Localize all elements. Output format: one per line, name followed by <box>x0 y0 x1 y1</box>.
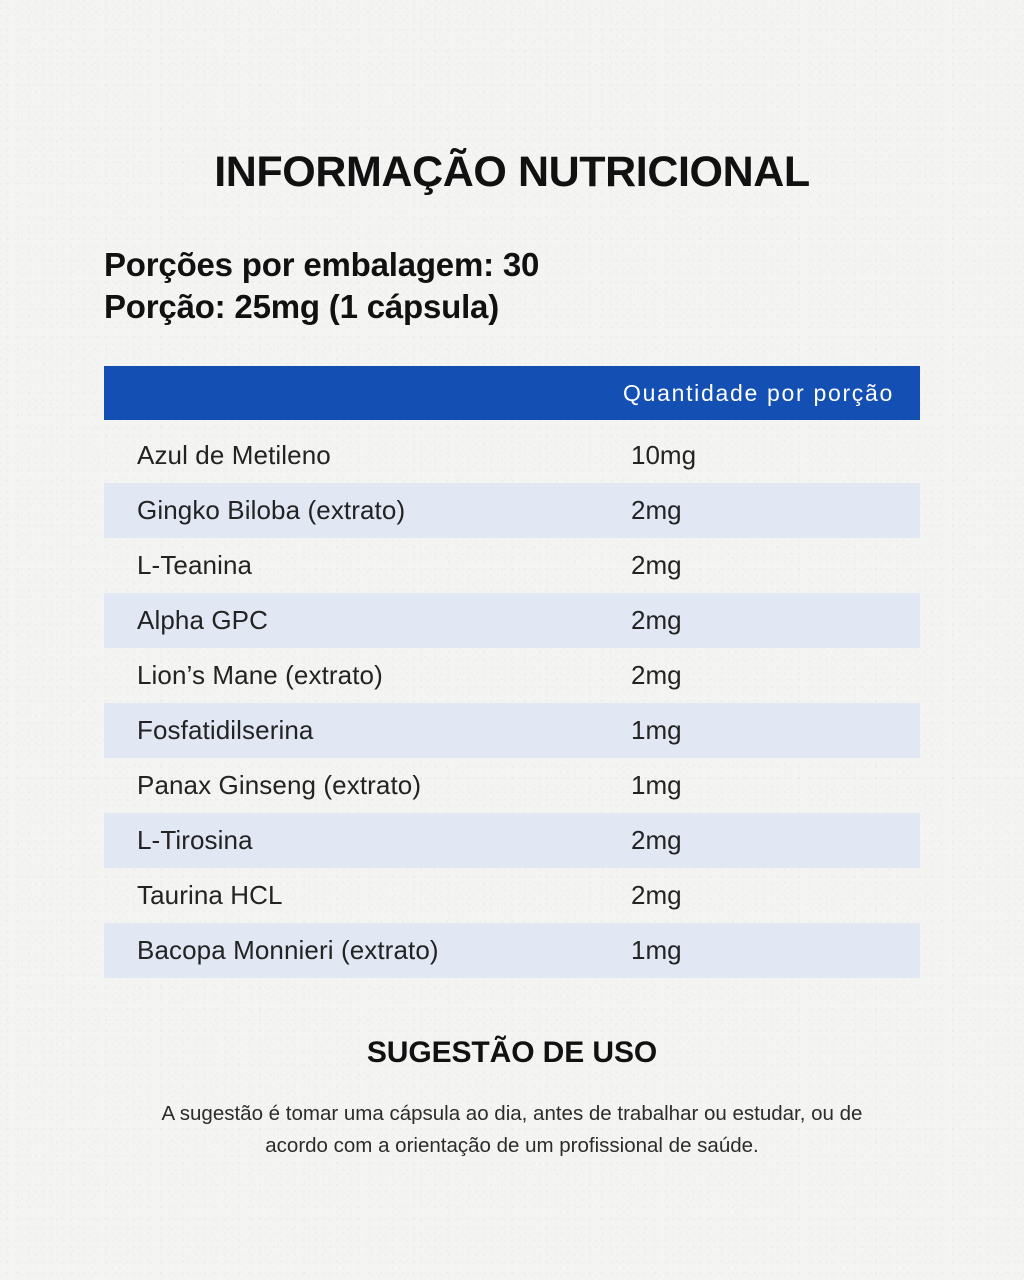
table-body <box>104 428 920 978</box>
table-row <box>104 868 920 923</box>
ingredient-name: Taurina HCL <box>137 880 283 910</box>
ingredient-amount: 1mg <box>631 935 682 965</box>
ingredient-name: Azul de Metileno <box>137 440 331 470</box>
table-row <box>104 758 920 813</box>
nutrition-table <box>104 366 920 978</box>
ingredient-amount: 1mg <box>631 715 682 745</box>
ingredient-amount: 2mg <box>631 880 682 910</box>
table-row <box>104 923 920 978</box>
serving-size: Porção: 25mg (1 cápsula) <box>104 288 500 326</box>
ingredient-name: L-Teanina <box>137 550 253 580</box>
servings-per-package: Porções por embalagem: 30 <box>104 246 540 283</box>
ingredient-name: Alpha GPC <box>137 605 268 635</box>
ingredient-name: L-Tirosina <box>137 825 253 855</box>
ingredient-name: Gingko Biloba (extrato) <box>137 495 406 525</box>
ingredient-amount: 2mg <box>631 825 682 855</box>
usage-section-text: A sugestão é tomar uma cápsula ao dia, antes de trabalhar ou estudar, ou de acordo com a orientação de um profissional de saúde. <box>161 1102 863 1157</box>
table-header-amount: Quantidade por porção <box>623 379 894 406</box>
table-row <box>104 648 920 703</box>
table-row <box>104 593 920 648</box>
ingredient-amount: 2mg <box>631 495 682 525</box>
table-row <box>104 428 920 483</box>
ingredient-amount: 2mg <box>631 605 682 635</box>
ingredient-amount: 2mg <box>631 660 682 690</box>
table-row <box>104 703 920 758</box>
table-row <box>104 483 920 538</box>
ingredient-name: Bacopa Monnieri (extrato) <box>137 935 439 965</box>
ingredient-amount: 2mg <box>631 550 682 580</box>
ingredient-name: Fosfatidilserina <box>137 715 314 745</box>
page-title: INFORMAÇÃO NUTRICIONAL <box>214 148 810 196</box>
table-row <box>104 813 920 868</box>
ingredient-amount: 1mg <box>631 770 682 800</box>
ingredient-name: Panax Ginseng (extrato) <box>137 770 422 800</box>
serving-info-block <box>104 244 539 328</box>
ingredient-name: Lion’s Mane (extrato) <box>137 660 383 690</box>
table-header-row <box>104 366 920 420</box>
ingredient-amount: 10mg <box>631 440 697 470</box>
usage-section-title: SUGESTÃO DE USO <box>366 1036 658 1069</box>
table-row <box>104 538 920 593</box>
